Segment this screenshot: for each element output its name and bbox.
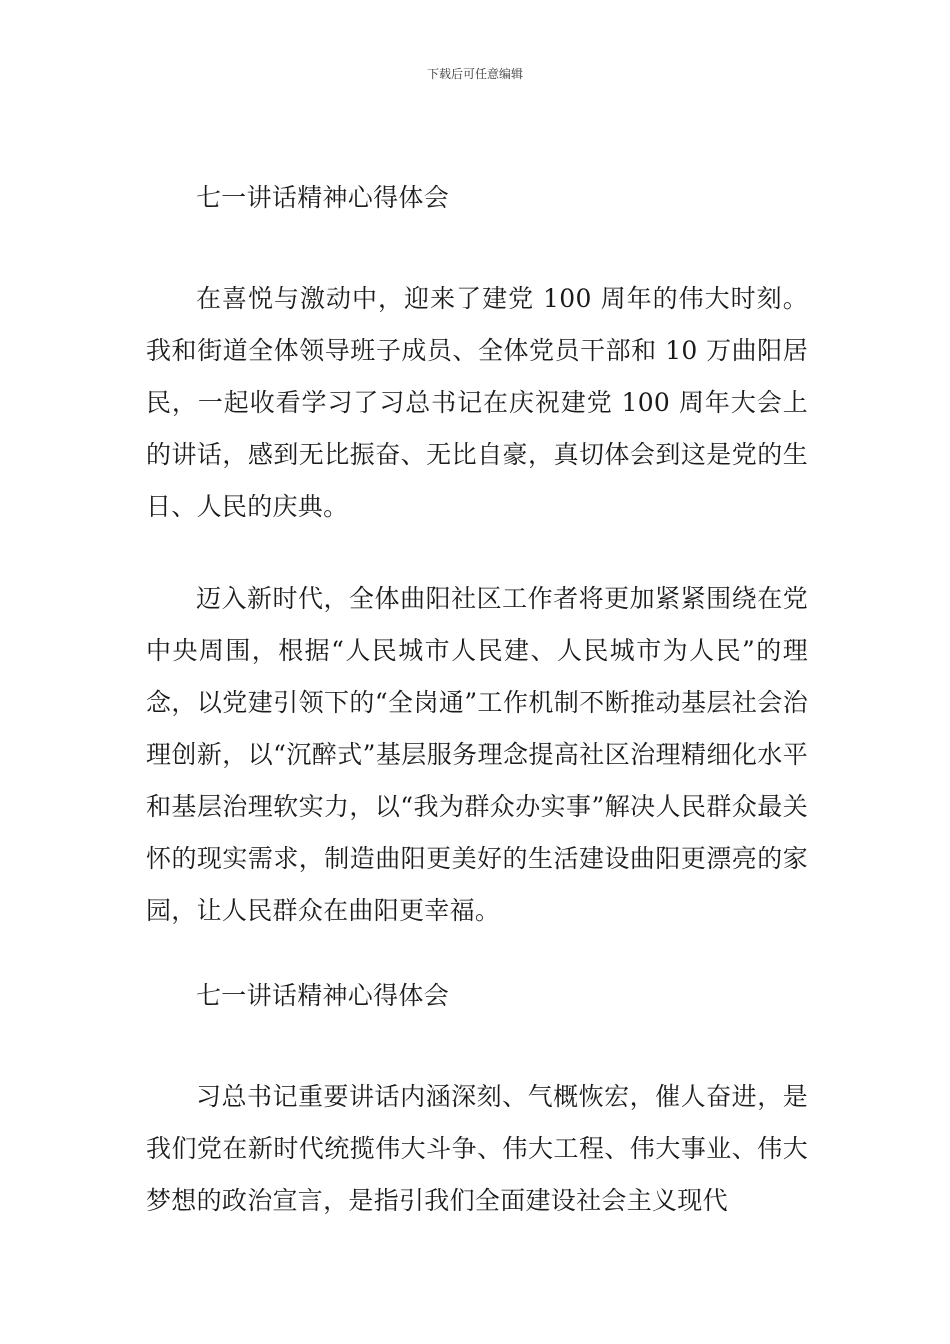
section-2-title: 七一讲话精神心得体会 bbox=[196, 981, 450, 1010]
section-2-paragraph-1: 习总书记重要讲话内涵深刻、气概恢宏，催人奋进，是我们党在新时代统揽伟大斗争、伟大工程、伟大事业、伟大梦想的政治宣言，是指引我们全面建设社会主义现代 bbox=[146, 1082, 808, 1215]
page-header-note: 下载后可任意编辑 bbox=[426, 67, 523, 81]
section-1-paragraph-1: 在喜悦与激动中，迎来了建党 100 周年的伟大时刻。我和街道全体领导班子成员、全体党员干部和 10 万曲阳居民，一起收看学习了习总书记在庆祝建党 100 周年大会上的讲话，感到无比振奋、无比自豪，真切体会到这是党的生日、人民的庆典。 bbox=[146, 284, 808, 521]
section-1-title: 七一讲话精神心得体会 bbox=[196, 183, 450, 212]
section-1-paragraph-2: 迈入新时代，全体曲阳社区工作者将更加紧紧围绕在党中央周围，根据“人民城市人民建、人民城市为人民”的理念，以党建引领下的“全岗通”工作机制不断推动基层社会治理创新，以“沉醉式”基层服务理念提高社区治理精细化水平和基层治理软实力，以“我为群众办实事”解决人民群众最关怀的现实需求，制造曲阳更美好的生活建设曲阳更漂亮的家园，让人民群众在曲阳更幸福。 bbox=[146, 584, 808, 925]
